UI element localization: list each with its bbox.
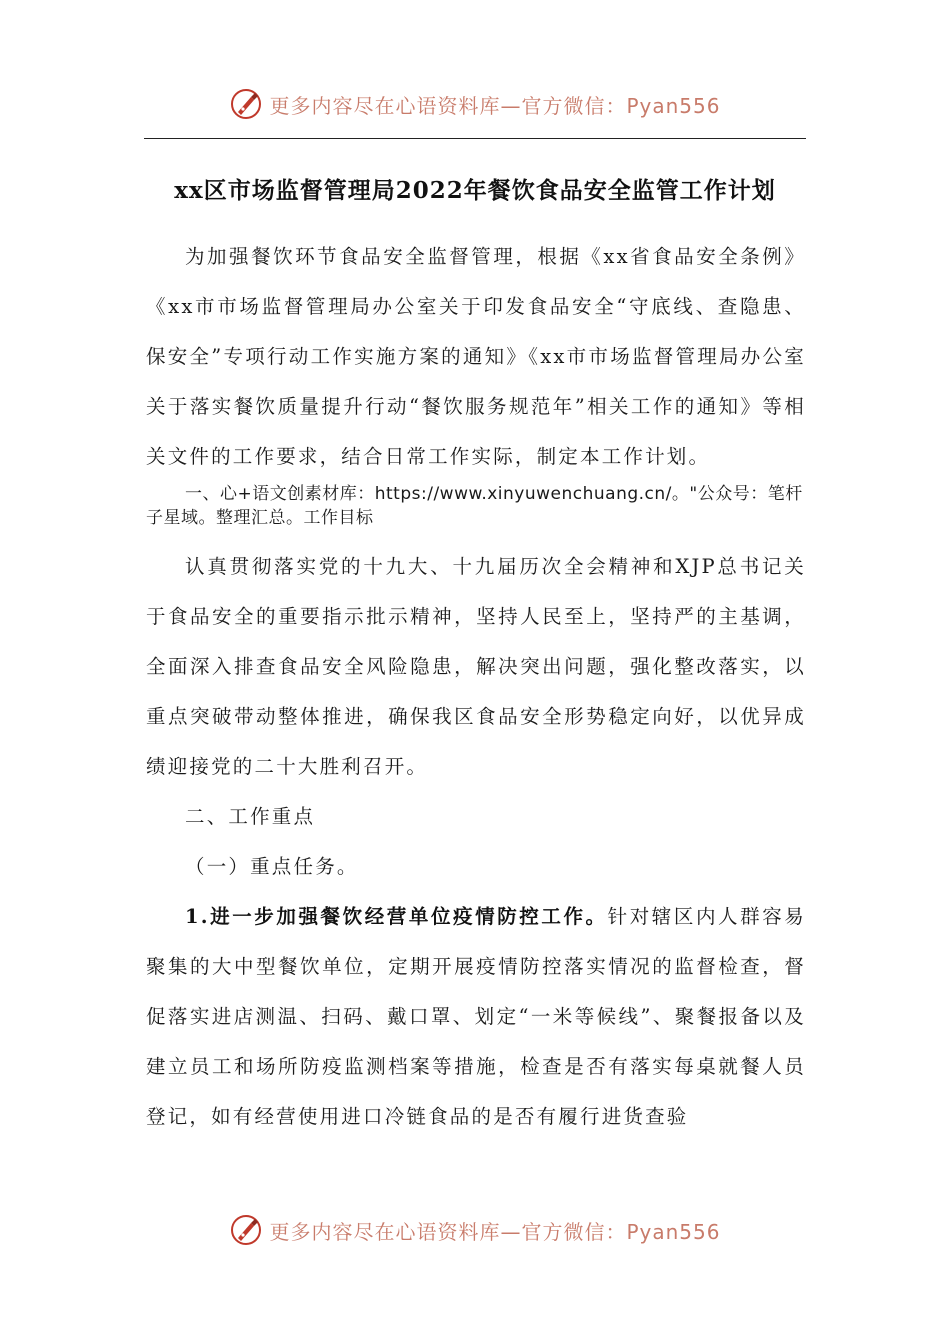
document-title: xx区市场监督管理局2022年餐饮食品安全监管工作计划 (174, 177, 776, 204)
header-divider (144, 138, 806, 139)
section2-heading: 二、工作重点 (185, 805, 316, 828)
header-banner-text: 更多内容尽在心语资料库—官方微信：Pyan556 (269, 93, 721, 118)
section1-heading: 一、心+语文创素材库：https://www.xinyuwenchuang.cn/。"公众号：笔杆子星域。整理汇总。工作目标 (146, 484, 803, 528)
section1-paragraph: 认真贯彻落实党的十九大、十九届历次全会精神和XJP总书记关于食品安全的重要指示批示精神，坚持人民至上，坚持严的主基调，全面深入排查食品安全风险隐患，解决突出问题，强化整改落实，以重点突破带动整体推进，确保我区食品安全形势稳定向好，以优异成绩迎接党的二十大胜利召开。 (146, 555, 806, 778)
item1-bold-lead: 1.进一步加强餐饮经营单位疫情防控工作。 (185, 905, 608, 928)
item1-body: 针对辖区内人群容易聚集的大中型餐饮单位，定期开展疫情防控落实情况的监督检查，督促落实进店测温、扫码、戴口罩、划定“一米等候线”、聚餐报备以及建立员工和场所防疫监测档案等措施，检查是否有落实每桌就餐人员登记，如有经营使用进口冷链食品的是否有履行进货查验 (146, 905, 807, 1128)
item1-paragraph (146, 892, 806, 1142)
subsection1-heading: （一）重点任务。 (185, 855, 359, 878)
footer-banner-text: 更多内容尽在心语资料库—官方微信：Pyan556 (269, 1219, 721, 1244)
document-body (146, 232, 806, 1142)
fountain-pen-logo-icon (229, 1213, 263, 1247)
fountain-pen-logo-icon (229, 87, 263, 121)
footer-banner (0, 1210, 950, 1250)
intro-paragraph: 为加强餐饮环节食品安全监督管理，根据《xx省食品安全条例》《xx市市场监督管理局办公室关于印发食品安全“守底线、查隐患、保安全”专项行动工作实施方案的通知》《xx市市场监督管理局办公室关于落实餐饮质量提升行动“餐饮服务规范年”相关工作的通知》等相关文件的工作要求，结合日常工作实际，制定本工作计划。 (146, 245, 806, 468)
header-banner (0, 84, 950, 124)
